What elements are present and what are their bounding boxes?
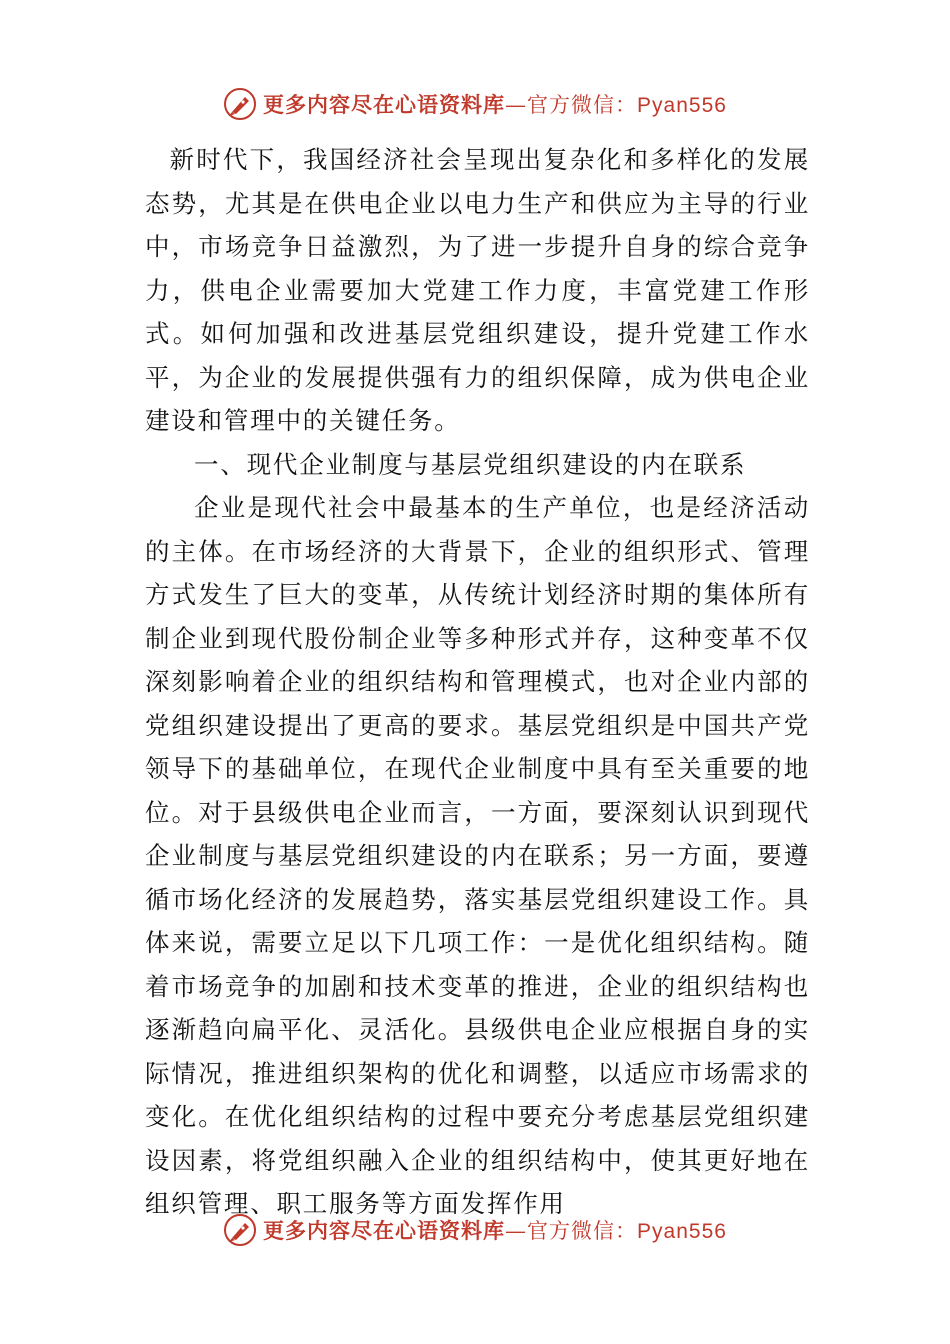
banner-separator: —: [505, 1219, 528, 1243]
banner-main-text: 更多内容尽在心语资料库: [263, 1218, 506, 1243]
pen-nib-logo-icon: [223, 87, 257, 121]
banner-wechat-label: 官方微信：: [527, 93, 638, 117]
banner-separator: —: [505, 93, 528, 117]
paragraph-body: 企业是现代社会中最基本的生产单位，也是经济活动的主体。在市场经济的大背景下，企业的组织形式、管理方式发生了巨大的变革，从传统计划经济时期的集体所有制企业到现代股份制企业等多种形式并存，这种变革不仅深刻影响着企业的组织结构和管理模式，也对企业内部的党组织建设提出了更高的要求。基层党组织是中国共产党领导下的基础单位，在现代企业制度中具有至关重要的地位。对于县级供电企业而言，一方面，要深刻认识到现代企业制度与基层党组织建设的内在联系；另一方面，要遵循市场化经济的发展趋势，落实基层党组织建设工作。具体来说，需要立足以下几项工作：一是优化组织结构。随着市场竞争的加剧和技术变革的推进，企业的组织结构也逐渐趋向扁平化、灵活化。县级供电企业应根据自身的实际情况，推进组织架构的优化和调整，以适应市场需求的变化。在优化组织结构的过程中要充分考虑基层党组织建设因素，将党组织融入企业的组织结构中，使其更好地在组织管理、职工服务等方面发挥作用: [145, 493, 810, 1218]
banner-main-text: 更多内容尽在心语资料库: [263, 92, 506, 117]
banner-text: [263, 1215, 727, 1245]
banner-wechat-id: Pyan556: [637, 94, 727, 117]
banner-wechat-label: 官方微信：: [527, 1219, 638, 1243]
footer-banner: [0, 1210, 950, 1250]
banner-wechat-id: Pyan556: [637, 1220, 727, 1243]
banner-text: [263, 89, 727, 119]
document-body: [145, 138, 810, 1226]
header-banner: [0, 84, 950, 124]
paragraph-intro: 新时代下，我国经济社会呈现出复杂化和多样化的发展态势，尤其是在供电企业以电力生产和供应为主导的行业中，市场竞争日益激烈，为了进一步提升自身的综合竞争力，供电企业需要加大党建工作力度，丰富党建工作形式。如何加强和改进基层党组织建设，提升党建工作水平，为企业的发展提供强有力的组织保障，成为供电企业建设和管理中的关键任务。: [145, 145, 810, 435]
section-heading: 一、现代企业制度与基层党组织建设的内在联系: [194, 449, 747, 479]
pen-nib-logo-icon: [223, 1213, 257, 1247]
